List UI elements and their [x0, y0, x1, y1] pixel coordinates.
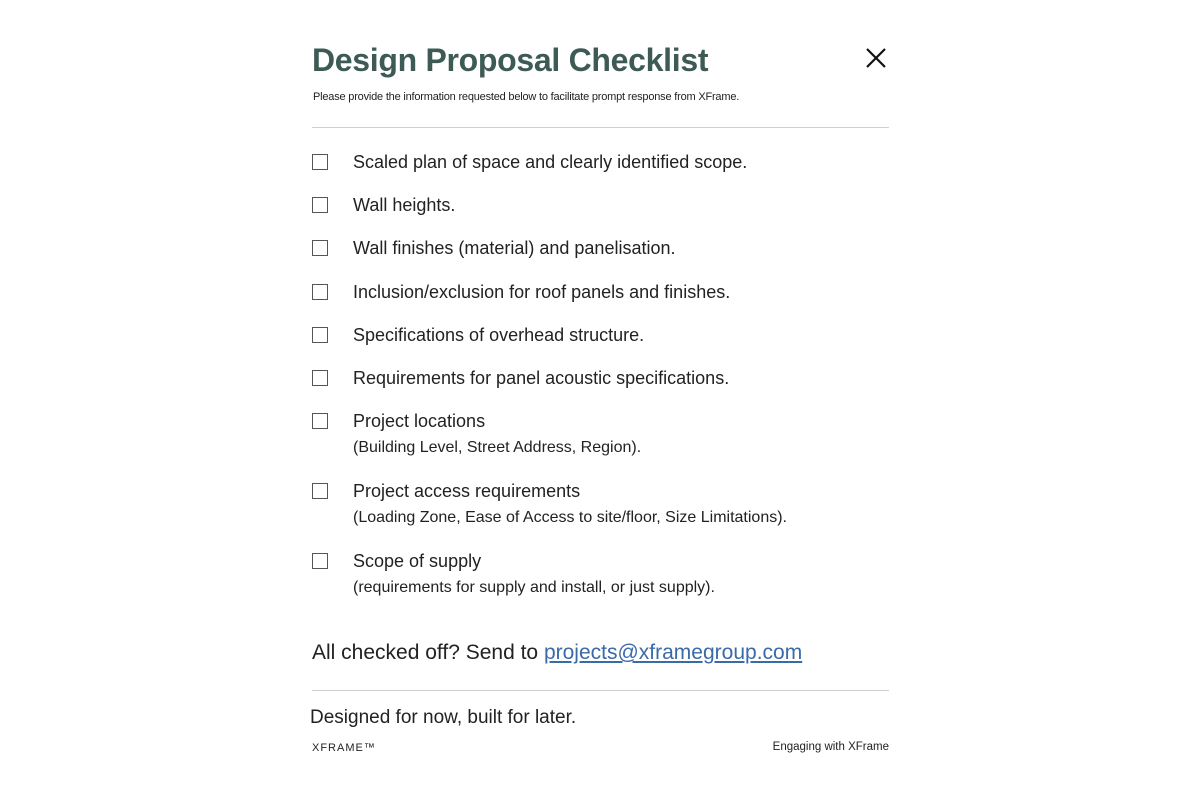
- item-label: Scaled plan of space and clearly identified scope.: [353, 152, 748, 172]
- item-label: Project access requirements: [353, 481, 581, 501]
- checkbox[interactable]: [312, 327, 328, 343]
- checkbox[interactable]: [312, 370, 328, 386]
- checklist-item: [312, 480, 787, 529]
- divider: [312, 127, 889, 128]
- checklist-item: [312, 281, 730, 303]
- item-label: Project locations: [353, 411, 486, 431]
- checkbox[interactable]: [312, 240, 328, 256]
- item-label: Requirements for panel acoustic specifications.: [353, 368, 730, 388]
- send-instruction: [312, 641, 802, 665]
- divider: [312, 690, 889, 691]
- item-label: Specifications of overhead structure.: [353, 325, 645, 345]
- item-label: Wall heights.: [353, 195, 456, 215]
- item-detail: (requirements for supply and install, or just supply).: [353, 579, 715, 596]
- close-icon: [864, 46, 888, 70]
- checkbox[interactable]: [312, 284, 328, 300]
- checkbox[interactable]: [312, 413, 328, 429]
- checkbox[interactable]: [312, 553, 328, 569]
- checklist-item: [312, 194, 455, 216]
- checkbox[interactable]: [312, 154, 328, 170]
- engaging-link[interactable]: Engaging with XFrame: [772, 741, 889, 753]
- item-label: Wall finishes (material) and panelisation.: [353, 238, 676, 258]
- item-label: Inclusion/exclusion for roof panels and finishes.: [353, 282, 731, 302]
- item-detail: (Building Level, Street Address, Region).: [353, 439, 642, 456]
- tagline: Designed for now, built for later.: [310, 707, 577, 728]
- checklist-item: [312, 237, 675, 259]
- checklist-item: [312, 151, 747, 173]
- checklist-item: [312, 550, 715, 599]
- checklist-item: [312, 324, 644, 346]
- send-prefix: All checked off? Send to: [312, 641, 539, 664]
- page-title: Design Proposal Checklist: [312, 42, 709, 78]
- checklist-item: [312, 410, 641, 459]
- checklist-item: [312, 367, 729, 389]
- item-label: Scope of supply: [353, 551, 482, 571]
- email-link[interactable]: projects@xframegroup.com: [543, 641, 803, 664]
- subtitle: Please provide the information requested below to facilitate prompt response from XFrame.: [313, 91, 740, 103]
- brand-logo: XFRAME™: [312, 742, 376, 754]
- close-button[interactable]: [864, 46, 888, 70]
- checkbox[interactable]: [312, 197, 328, 213]
- item-detail: (Loading Zone, Ease of Access to site/floor, Size Limitations).: [353, 509, 787, 526]
- checkbox[interactable]: [312, 483, 328, 499]
